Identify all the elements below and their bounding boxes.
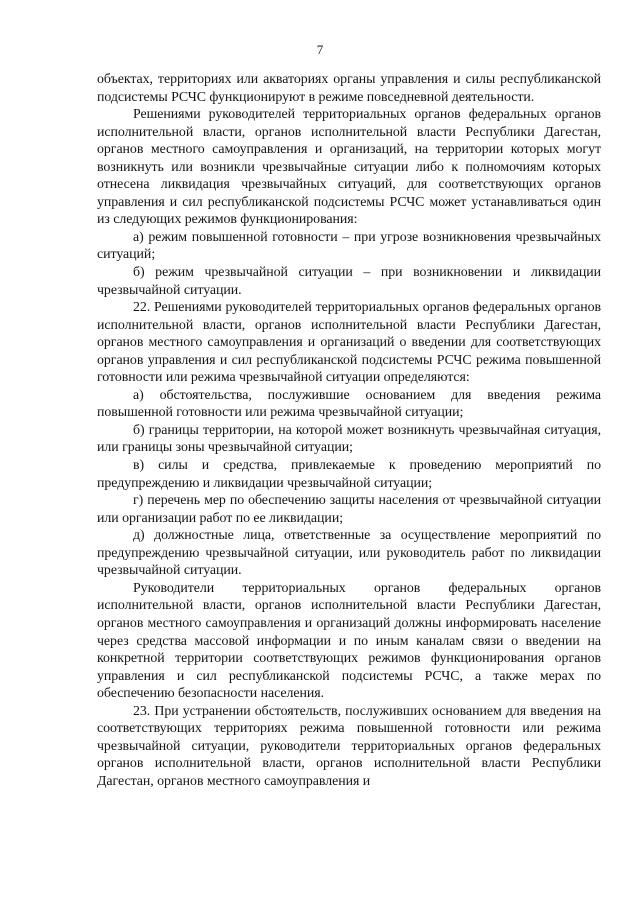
paragraph-clause-23: 23. При устранении обстоятельств, послуживших основанием для введения на соответствующих территориях режима повышенной готовности или режима чрезвычайной ситуации, руководители территориальных органов федеральных органов исполнительной власти, органов исполнительной власти Республики Дагестан, органов местного самоуправления и	[97, 703, 601, 789]
paragraph-inform-population: Руководители территориальных органов федеральных органов исполнительной власти, органов исполнительной власти Республики Дагестан, органов местного самоуправления и организаций должны информировать население через средства массовой информации и по иным каналам связи о введении на конкретной территории соответствующих режимов функционирования органов управления и сил республиканской подсистемы РСЧС, а также мерах по обеспечению безопасности населения.	[97, 580, 601, 702]
list-item-high-readiness: а) режим повышенной готовности – при угрозе возникновения чрезвычайных ситуаций;	[97, 229, 601, 263]
list-item-officials: д) должностные лица, ответственные за осуществление мероприятий по предупреждению чрезвычайной ситуации, или руководитель работ по ликвидации чрезвычайной ситуации.	[97, 528, 601, 579]
list-item-boundaries: б) границы территории, на которой может возникнуть чрезвычайная ситуация, или границы зоны чрезвычайной ситуации;	[97, 422, 601, 456]
paragraph-regimes-intro: Решениями руководителей территориальных органов федеральных органов исполнительной власти, органов исполнительной власти Республики Дагестан, органов местного самоуправления и организаций, на территории которых могут возникнуть или возникли чрезвычайные ситуации либо к полномочиям которых отнесена ликвидация чрезвычайных ситуаций, для соответствующих органов управления и сил республиканской подсистемы РСЧС может устанавливаться один из следующих режимов функционирования:	[97, 107, 601, 228]
list-item-measures: г) перечень мер по обеспечению защиты населения от чрезвычайной ситуации или организации работ по ее ликвидации;	[97, 493, 601, 526]
list-item-circumstances: а) обстоятельства, послужившие основанием для введения режима повышенной готовности или режима чрезвычайной ситуации;	[97, 387, 601, 421]
document-body	[97, 71, 601, 790]
list-item-forces: в) силы и средства, привлекаемые к проведению мероприятий по предупреждению и ликвидации чрезвычайной ситуации;	[97, 458, 601, 491]
list-item-emergency: б) режим чрезвычайной ситуации – при возникновении и ликвидации чрезвычайной ситуации.	[97, 265, 601, 298]
page-number: 7	[316, 42, 324, 57]
paragraph-clause-22: 22. Решениями руководителей территориальных органов федеральных органов исполнительной власти, органов исполнительной власти Республики Дагестан, органов местного самоуправления и организаций о введении для соответствующих органов управления и сил республиканской подсистемы РСЧС режима повышенной готовности или режима чрезвычайной ситуации определяются:	[97, 300, 601, 386]
paragraph-continuation: объектах, территориях или акваториях органы управления и силы республиканской подсистемы РСЧС функционируют в режиме повседневной деятельности.	[97, 72, 601, 105]
